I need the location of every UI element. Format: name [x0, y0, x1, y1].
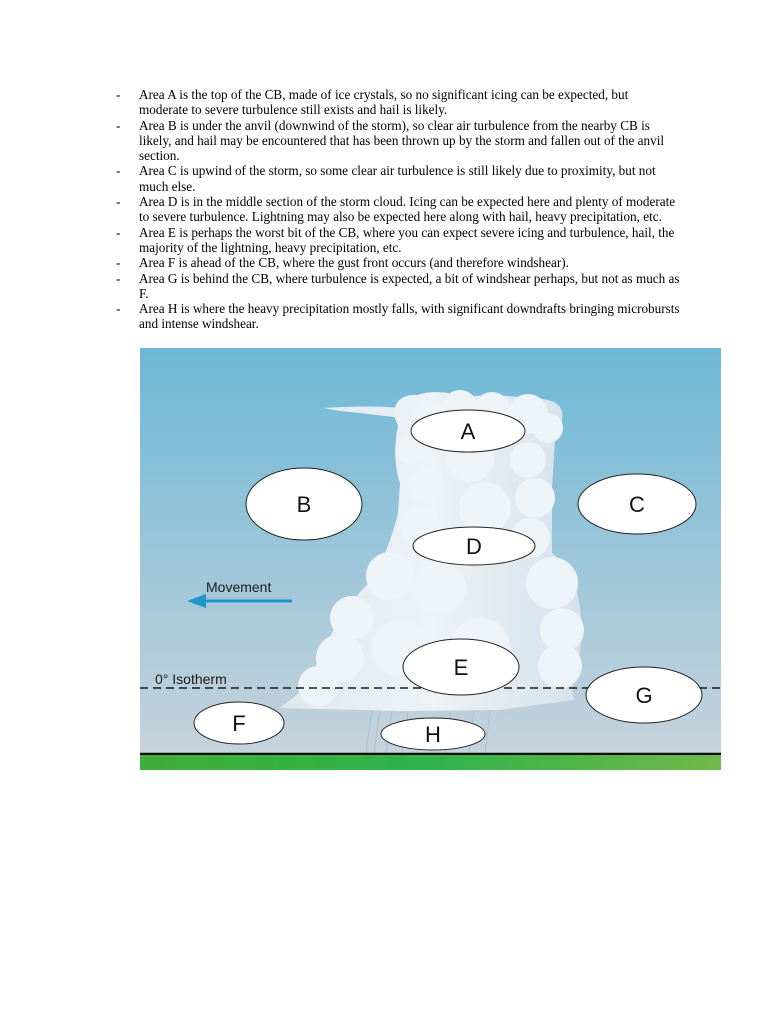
area-f-label: F [232, 711, 246, 736]
bullet-text: Area F is ahead of the CB, where the gust front occurs (and therefore windshear). [139, 255, 569, 271]
area-c-label: C [629, 492, 645, 517]
bullet-area-c [112, 163, 680, 194]
area-d-label: D [466, 534, 482, 559]
area-d-marker [413, 527, 535, 565]
bullet-marker: - [116, 224, 121, 240]
cumulonimbus-diagram-svg [140, 348, 721, 770]
isotherm-label: 0° Isotherm [155, 671, 227, 687]
bullet-text: Area A is the top of the CB, made of ice crystals, so no significant icing can be expected, but moderate to severe turbulence still exists and hail is likely. [139, 87, 629, 118]
area-e-label: E [453, 655, 469, 680]
bullet-text: Area D is in the middle section of the storm cloud. Icing can be expected here and plenty of moderate to severe turbulence. Lightning may also be expected here along with hail, heavy precipitation, etc. [139, 194, 676, 225]
bullet-area-g [112, 271, 680, 302]
bullet-text: Area C is upwind of the storm, so some clear air turbulence is still likely due to proximity, but not much else. [139, 163, 656, 194]
bullet-area-d [112, 194, 680, 225]
bullet-area-f [112, 255, 680, 270]
area-h-label: H [425, 722, 441, 747]
bullet-area-a [112, 87, 680, 118]
bullet-marker: - [116, 163, 121, 179]
cumulonimbus-diagram [140, 348, 721, 770]
bullet-text: Area E is perhaps the worst bit of the CB, where you can expect severe icing and turbulence, hail, the majority of the lightning, heavy precipitation, etc. [139, 224, 675, 255]
bullet-text: Area G is behind the CB, where turbulence is expected, a bit of windshear perhaps, but not as much as F. [139, 270, 680, 301]
area-a-marker [411, 410, 525, 452]
bullet-marker: - [116, 194, 121, 210]
area-c-marker [578, 474, 696, 534]
area-description-list [112, 87, 680, 332]
bullet-marker: - [116, 255, 121, 271]
bullet-marker: - [116, 87, 121, 102]
area-f-marker [194, 702, 284, 744]
area-b-marker [246, 468, 362, 540]
area-h-marker [381, 718, 485, 750]
bullet-area-e [112, 225, 680, 256]
area-b-label: B [296, 492, 312, 517]
bullet-marker: - [116, 117, 121, 133]
bullet-area-h [112, 301, 680, 332]
bullet-text: Area H is where the heavy precipitation mostly falls, with significant downdrafts bringing microbursts and intense windshear. [139, 301, 680, 332]
bullet-marker: - [116, 301, 121, 317]
bullet-area-b [112, 118, 680, 164]
area-g-label: G [635, 683, 653, 708]
ground-strip [140, 755, 721, 770]
area-e-marker [403, 639, 519, 695]
bullet-marker: - [116, 270, 121, 286]
area-a-label: A [460, 419, 476, 444]
bullet-text: Area B is under the anvil (downwind of the storm), so clear air turbulence from the nearby CB is likely, and hail may be encountered that has been thrown up by the storm and fallen out of the anvil section. [139, 117, 665, 164]
movement-label: Movement [206, 579, 272, 595]
area-g-marker [586, 667, 702, 723]
